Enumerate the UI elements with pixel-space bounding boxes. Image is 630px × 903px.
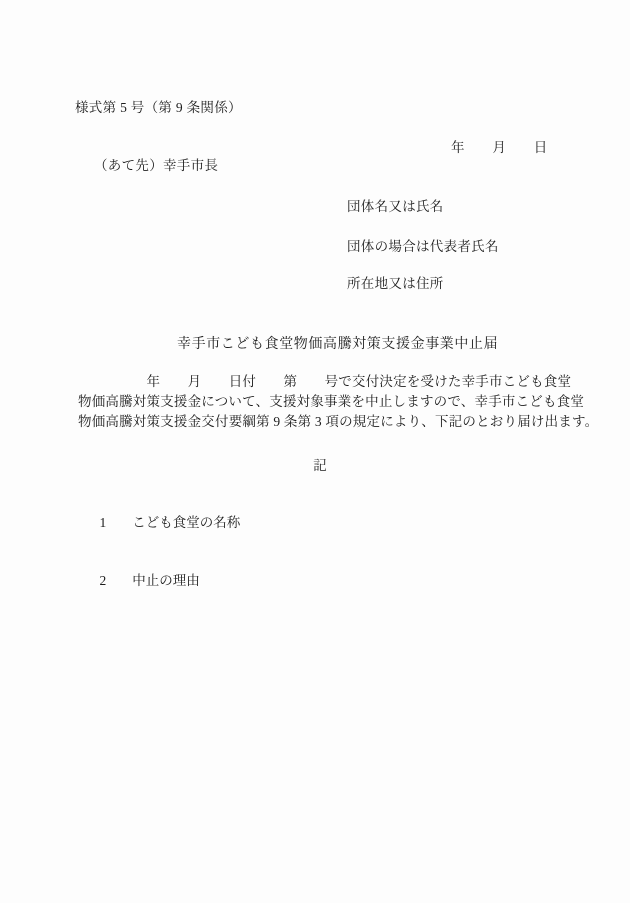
body-line-2: 物価高騰対策支援金について、支援対象事業を中止しますので、幸手市こども食堂 — [78, 394, 585, 409]
body-line-1: 年 月 日付 第 号で交付決定を受けた幸手市こども食堂 — [78, 374, 572, 389]
address-label: 所在地又は住所 — [347, 276, 444, 291]
body-line-3: 物価高騰対策支援金交付要綱第 9 条第 3 項の規定により、下記のとおり届け出ます。 — [78, 414, 599, 429]
form-number: 様式第 5 号（第 9 条関係） — [75, 100, 242, 115]
section-marker: 記 — [313, 458, 327, 473]
representative-name-label: 団体の場合は代表者氏名 — [347, 239, 499, 254]
document-title: 幸手市こども食堂物価高騰対策支援金事業中止届 — [177, 337, 499, 352]
recipient-name-label: 団体名又は氏名 — [347, 199, 444, 214]
list-item-1 — [86, 495, 240, 547]
section-marker-wrap — [78, 454, 562, 474]
addressee-line: （あて先）幸手市長 — [94, 158, 219, 173]
date-line: 年 月 日 — [451, 140, 548, 155]
item-2-label: 中止の理由 — [132, 573, 200, 588]
body-paragraph — [78, 372, 599, 432]
list-item-2 — [86, 553, 200, 605]
item-1-number: 1 — [99, 515, 107, 530]
item-1-label: こども食堂の名称 — [132, 515, 241, 530]
item-2-number: 2 — [99, 573, 107, 588]
